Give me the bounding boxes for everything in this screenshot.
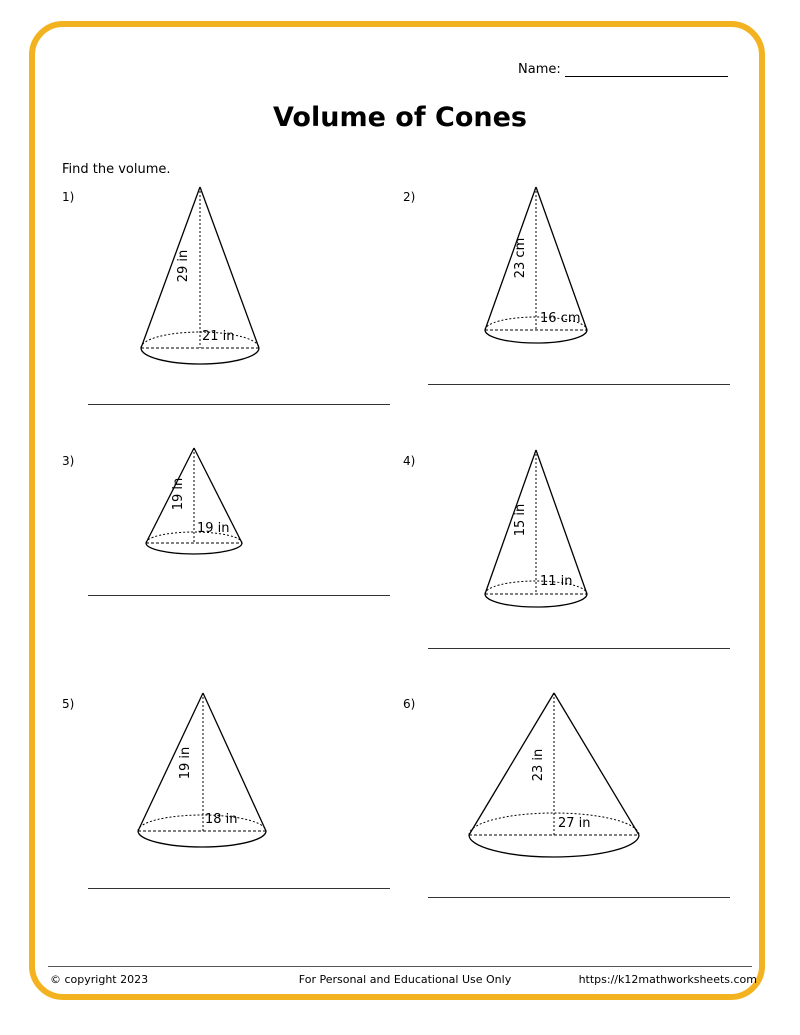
- cone-front-edge: [141, 348, 259, 364]
- problem-2-cone: [470, 180, 610, 360]
- cone-left-side: [485, 187, 536, 330]
- cone-back-edge: [469, 813, 639, 835]
- name-field: [518, 62, 728, 77]
- problem-5-cone: [128, 685, 278, 865]
- height-label: 23 cm: [513, 237, 528, 279]
- problem-3-number: 3): [62, 454, 75, 468]
- cone-right-side: [200, 187, 259, 348]
- footer-copyright: © copyright 2023: [50, 973, 149, 986]
- cone-left-side: [141, 187, 200, 348]
- problem-5-number: 5): [62, 697, 75, 711]
- name-line[interactable]: [565, 62, 728, 77]
- cone-front-edge: [485, 330, 587, 343]
- radius-label: 21 in: [202, 329, 235, 344]
- problem-6-answer-line[interactable]: [428, 897, 730, 898]
- problem-4-number: 4): [403, 454, 416, 468]
- radius-label: 19 in: [197, 521, 230, 536]
- problem-1-number: 1): [62, 190, 75, 204]
- problem-2-answer-line[interactable]: [428, 384, 730, 385]
- cone-left-side: [138, 693, 203, 831]
- footer-divider: [48, 966, 752, 967]
- cone-left-side: [146, 448, 194, 543]
- height-label: 23 in: [531, 748, 546, 782]
- height-label: 15 in: [513, 503, 528, 537]
- problem-3-answer-line[interactable]: [88, 595, 390, 596]
- cone-back-edge: [138, 815, 266, 831]
- problem-1-answer-line[interactable]: [88, 404, 390, 405]
- radius-label: 16 cm: [540, 311, 581, 326]
- radius-label: 27 in: [558, 816, 591, 831]
- height-label: 19 in: [171, 477, 186, 511]
- cone-front-edge: [485, 594, 587, 607]
- problem-4-cone: [470, 440, 610, 620]
- cone-left-side: [485, 450, 536, 594]
- cone-right-side: [536, 187, 587, 330]
- problem-4-answer-line[interactable]: [428, 648, 730, 649]
- worksheet-title: Volume of Cones: [273, 102, 527, 133]
- cone-front-edge: [138, 831, 266, 847]
- height-label: 29 in: [176, 249, 191, 283]
- problem-1-cone: [130, 180, 280, 370]
- footer-usage: For Personal and Educational Use Only: [298, 973, 512, 986]
- cone-front-edge: [146, 543, 242, 554]
- problem-3-cone: [140, 440, 250, 570]
- instructions: Find the volume.: [62, 162, 171, 177]
- name-label: Name:: [518, 62, 561, 77]
- problem-2-number: 2): [403, 190, 416, 204]
- problem-6-number: 6): [403, 697, 416, 711]
- cone-right-side: [536, 450, 587, 594]
- radius-label: 18 in: [205, 812, 238, 827]
- problem-6-cone: [460, 685, 650, 865]
- cone-right-side: [203, 693, 266, 831]
- problem-5-answer-line[interactable]: [88, 888, 390, 889]
- footer-url[interactable]: https://k12mathworksheets.com: [578, 973, 757, 986]
- cone-front-edge: [469, 835, 639, 857]
- height-label: 19 in: [178, 746, 193, 780]
- radius-label: 11 in: [540, 574, 573, 589]
